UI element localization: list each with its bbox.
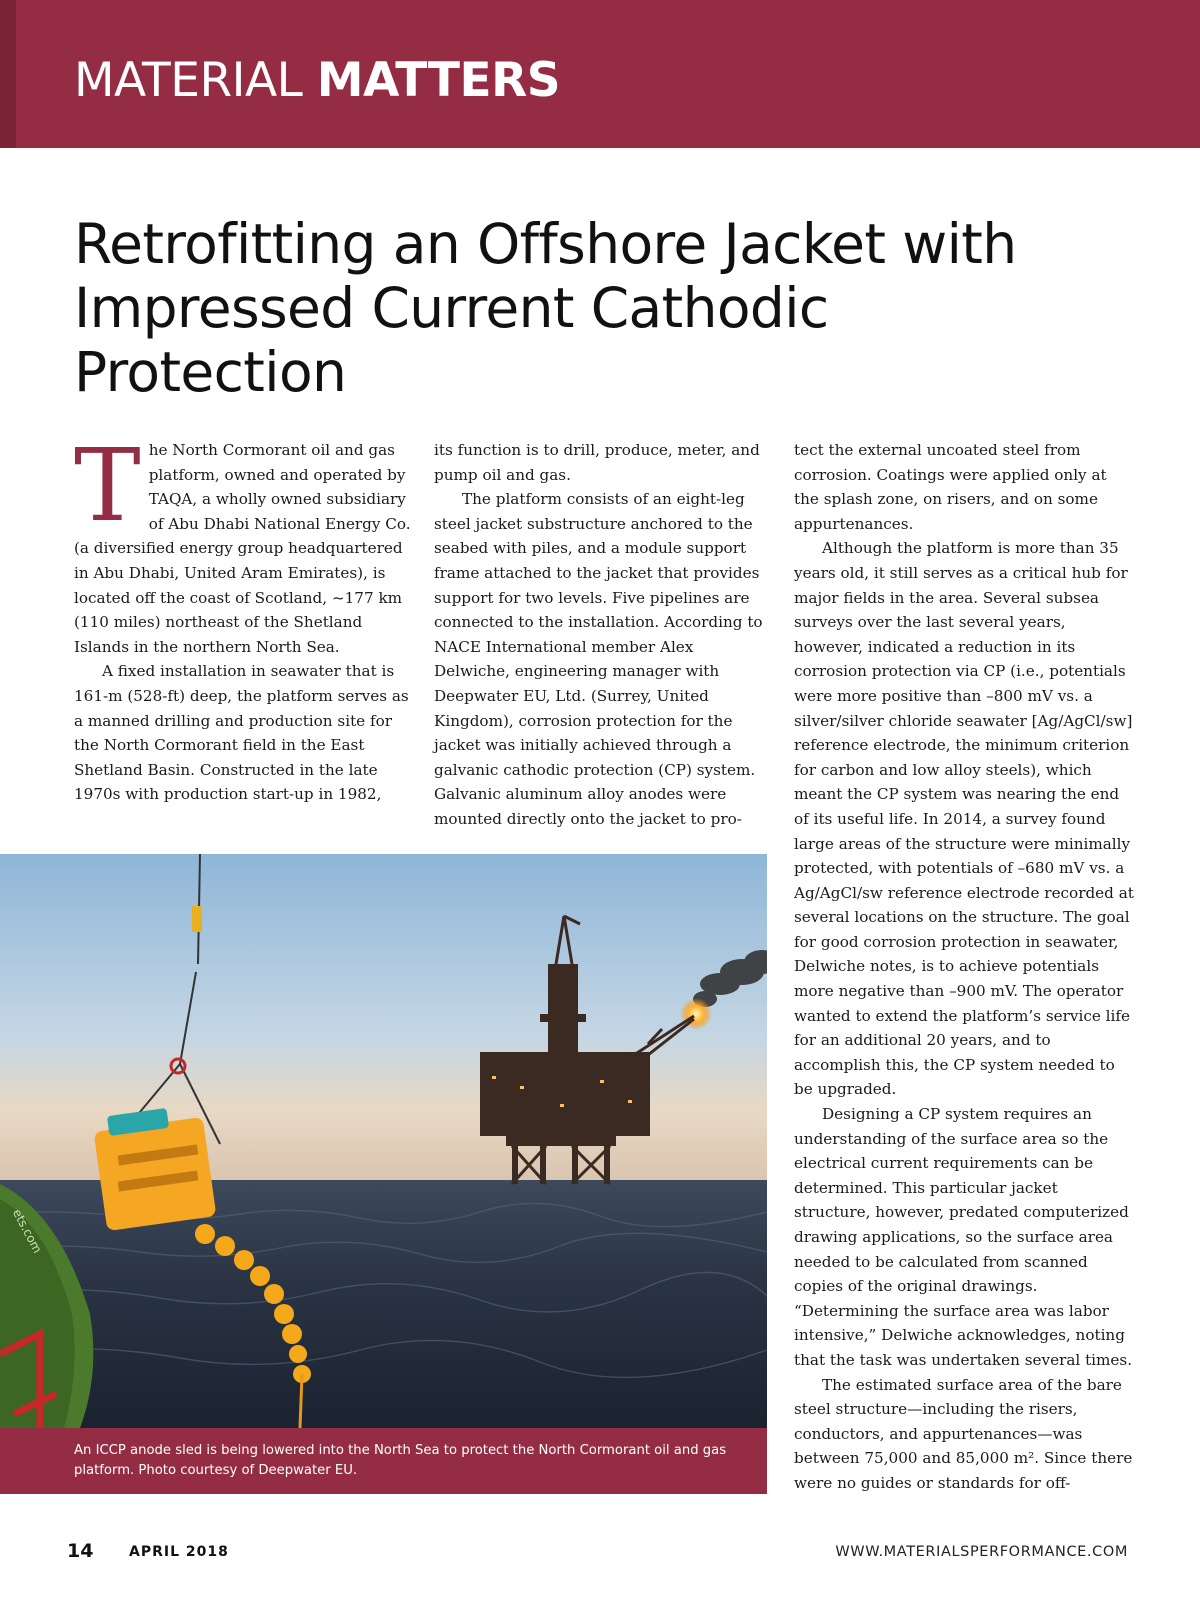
paragraph: Although the platform is more than 35 years old, it still serves as a critical hub for major fields in the area. Several subsea surveys over the last several years, however, indicated a reduction in its corrosion protection via CP (i.e., potentials were more positive than –800 mV vs. a silver/silver chloride seawater [Ag/AgCl/sw] reference electrode, the minimum criterion for carbon and low alloy steels), which meant the CP system was nearing the end of its useful life. In 2014, a survey found large areas of the structure were minimally protected, with potentials of –680 mV vs. a Ag/AgCl/sw reference electrode recorded at several locations on the structure. The goal for good corrosion protection in seawater, Delwiche notes, is to achieve potentials more negative than –900 mV. The operator wanted to extend the platform’s service life for an additional 20 years, and to accomplish this, the CP system needed to be upgraded. xyxy=(794,539,1134,1099)
section-label xyxy=(74,52,560,110)
paragraph: tect the external uncoated steel from corrosion. Coatings were applied only at the splash zone, on risers, and on some appurtenances. xyxy=(794,441,1107,533)
article-column-2 xyxy=(434,438,770,832)
paragraph: A fixed installation in seawater that is 161-m (528-ft) deep, the platform serves as a manned drilling and production site for the North Cormorant field in the East Shetland Basin. Constructed in the late 1970s with production start-up in 1982, xyxy=(74,662,409,804)
headline-line-3: Protection xyxy=(74,340,347,404)
headline-line-2: Impressed Current Cathodic xyxy=(74,276,829,340)
paragraph: its function is to drill, produce, meter, and pump oil and gas. xyxy=(434,441,760,484)
reel-text: ets.com xyxy=(9,1206,45,1256)
issue-date: APRIL 2018 xyxy=(129,1544,229,1560)
paragraph: The platform consists of an eight-leg steel jacket substructure anchored to the seabed with piles, and a module support frame attached to the jacket that provides support for two levels. Five pipelines are connected to the installation. According to NACE International member Alex Delwiche, engineering manager with Deepwater EU, Ltd. (Surrey, United Kingdom), corrosion protection for the jacket was initially achieved through a galvanic cathodic protection (CP) system. Galvanic aluminum alloy anodes were mounted directly onto the jacket to pro- xyxy=(434,490,763,828)
banner-accent-stripe xyxy=(0,0,16,148)
paragraph: The estimated surface area of the bare steel structure—including the risers, conductors, and appurtenances—was between 75,000 and 85,000 m². Since there were no guides or standards for off- xyxy=(794,1375,1133,1492)
article-photo xyxy=(0,854,767,1428)
section-label-light: MATERIAL xyxy=(74,53,303,108)
page-number: 14 xyxy=(67,1540,94,1562)
section-label-bold: MATTERS xyxy=(316,53,561,108)
website-url: WWW.MATERIALSPERFORMANCE.COM xyxy=(835,1544,1128,1560)
paragraph: Designing a CP system requires an understanding of the surface area so the electrical current requirements can be determined. This particular jacket structure, however, predated computerized drawing applications, so the surface area needed to be calculated from scanned copies of the original drawings. “Determining the surface area was labor intensive,” Delwiche acknowledges, noting that the task was undertaken several times. xyxy=(794,1105,1133,1369)
paragraph: he North Cormorant oil and gas platform, owned and operated by TAQA, a wholly owned subsidiary of Abu Dhabi National Energy Co. (a diversified energy group headquartered in Abu Dhabi, United Aram Emirates), is located off the coast of Scotland, ~177 km (110 miles) northeast of the Shetland Islands in the northern North Sea. xyxy=(74,441,411,656)
article-column-3 xyxy=(794,438,1134,1496)
headline-line-1: Retrofitting an Offshore Jacket with xyxy=(74,212,1017,276)
article-headline xyxy=(74,212,1134,404)
drop-cap: T xyxy=(74,427,141,544)
article-column-1 xyxy=(74,427,412,807)
photo-caption: An ICCP anode sled is being lowered into the North Sea to protect the North Cormorant oil and gas platform. Photo courtesy of Deepwater EU. xyxy=(74,1443,727,1478)
